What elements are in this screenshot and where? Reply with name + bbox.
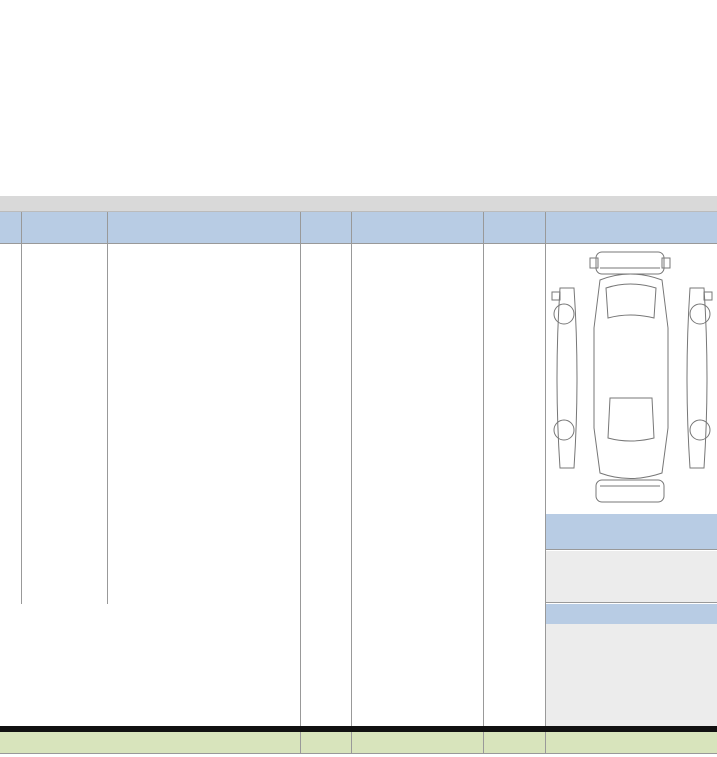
car-diagram-svg [550, 248, 714, 510]
innenraum-box [546, 514, 717, 550]
innenraum-field[interactable] [546, 551, 717, 603]
bemerkungen-box [546, 604, 717, 624]
total-gridlines [0, 732, 717, 754]
table-header [0, 212, 717, 244]
section-separator [0, 196, 717, 212]
vehicle-sketch[interactable] [550, 248, 714, 510]
col-header-preis [302, 211, 350, 244]
bemerkungen-text[interactable] [546, 624, 717, 726]
